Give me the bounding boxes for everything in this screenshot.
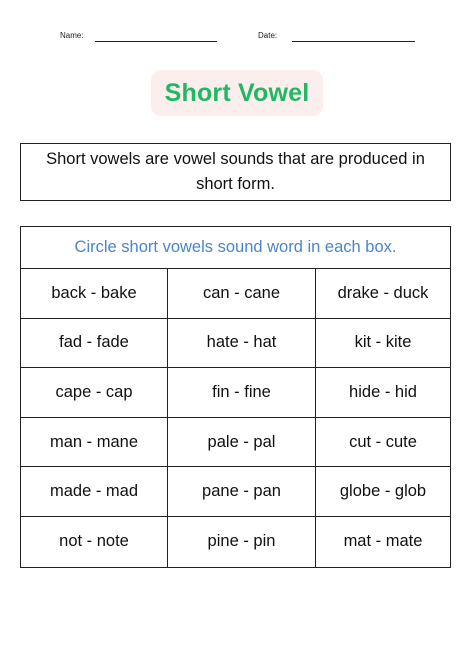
- word-cell[interactable]: hide - hid: [316, 368, 450, 418]
- word-cell[interactable]: back - bake: [21, 269, 168, 319]
- word-cell[interactable]: hate - hat: [168, 319, 316, 369]
- date-line[interactable]: [292, 41, 415, 42]
- instruction-text: Circle short vowels sound word in each box.: [21, 227, 450, 269]
- title-banner: [151, 70, 323, 116]
- word-cell[interactable]: cape - cap: [21, 368, 168, 418]
- word-grid: [21, 269, 450, 567]
- word-cell[interactable]: drake - duck: [316, 269, 450, 319]
- word-cell[interactable]: fad - fade: [21, 319, 168, 369]
- name-label: Name:: [60, 31, 84, 40]
- word-cell[interactable]: not - note: [21, 517, 168, 567]
- word-cell[interactable]: cut - cute: [316, 418, 450, 468]
- word-cell[interactable]: made - mad: [21, 467, 168, 517]
- word-cell[interactable]: can - cane: [168, 269, 316, 319]
- word-cell[interactable]: pine - pin: [168, 517, 316, 567]
- definition-text: Short vowels are vowel sounds that are produced in short form.: [46, 150, 425, 193]
- word-cell[interactable]: globe - glob: [316, 467, 450, 517]
- word-cell[interactable]: fin - fine: [168, 368, 316, 418]
- name-line[interactable]: [95, 41, 217, 42]
- definition-box: [20, 143, 451, 201]
- word-cell[interactable]: kit - kite: [316, 319, 450, 369]
- word-table: [20, 226, 451, 568]
- word-cell[interactable]: pale - pal: [168, 418, 316, 468]
- page-title: Short Vowel: [164, 78, 310, 107]
- word-cell[interactable]: pane - pan: [168, 467, 316, 517]
- date-label: Date:: [258, 31, 278, 40]
- word-cell[interactable]: man - mane: [21, 418, 168, 468]
- word-cell[interactable]: mat - mate: [343, 532, 423, 551]
